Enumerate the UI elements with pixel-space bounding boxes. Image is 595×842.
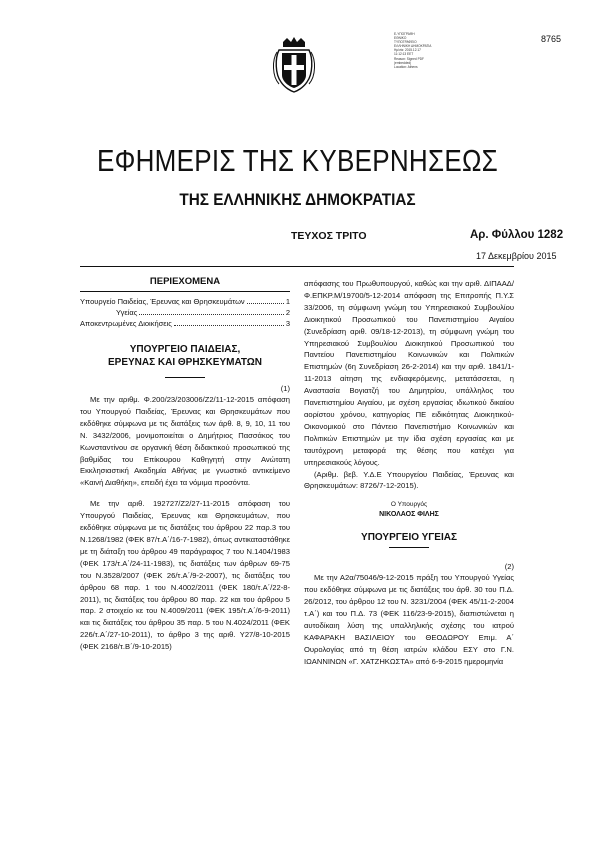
stamp-line: Reason: Signed PDF — [394, 56, 424, 61]
ministry-heading: ΥΠΟΥΡΓΕΙΟ ΥΓΕΙΑΣ — [361, 532, 457, 544]
ministry-divider — [389, 547, 429, 548]
stamp-line: Ημ/νία: 2015.12.17 — [394, 48, 421, 53]
gazette-subtitle: ΤΗΣ ΕΛΛΗΝΙΚΗΣ ΔΗΜΟΚΡΑΤΙΑΣ — [179, 190, 416, 209]
toc-item[interactable] — [80, 318, 290, 329]
ministry-heading-line: ΕΡΕΥΝΑΣ ΚΑΙ ΘΡΗΣΚΕΥΜΑΤΩΝ — [107, 357, 263, 368]
page-number: 8765 — [540, 34, 561, 44]
decision-paragraph-continued: απόφασης του Πρωθυπουργού, καθώς και την αριθ. ΔΙΠΑΑΔ/Φ.ΕΠΚΡ.Μ/19700/5-12-2014 απόφαση της Επιτροπής Π.Υ.Σ 33/2006, τη σύμφωνη γνώμη του Υπηρεσιακού Συμβουλίου Διοικητικού Προσωπικού του Πανεπιστημίου Αιγαίου (Συνεδρίαση αριθ. 09/18-12-2013), τη σύμφωνη γνώμη του Υπηρεσιακού Συμβουλίου Διοικητικού Προσωπικού του Παντείου Πανεπιστημίου Κοινωνικών και Πολιτικών Επιστημών (6η Συνεδρίαση 26-2-2014) και την αριθ. 1841/1-11-2013 αίτηση της ενδιαφερόμενης, μετατάσσεται, η Αναστασία Βογιατζή του Δημητρίου, υπάλληλος του Πανεπιστημίου Αιγαίου, με σχέση εργασίας ιδιωτικού δικαίου αορίστου χρόνου, κατηγορίας ΠΕ ειδικότητας Διοικητικού-Οικονομικού στο Πάντειο Πανεπιστήμιο Κοινωνικών και Πολιτικών Επιστημών με την ίδια σχέση εργασίας και με ταυτόχρονη μεταφορά της θέσης που κατέχει για υπηρεσιακούς λόγους. — [304, 279, 514, 467]
stamp-line: Location: Athens — [394, 64, 418, 69]
decision-paragraph: Με την αριθ. 192727/Ζ2/27-11-2015 απόφαση του Υπουργού Παιδείας, Έρευνας και Θρησκευμάτων, που εκδόθηκε σύμφωνα με τις διατάξεις του άρθρου 22 παρ.3 του Ν.1268/1982 (ΦΕΚ 87/τ.Α΄/16-7-1982), όπως αντικαταστάθηκε με τη διάταξη του άρθρου 49 παράγραφος 7 του Ν.1404/1983 (ΦΕΚ 173/τ.Α΄/24-11-1983), τις διατάξεις των άρθρων 69-75 του Ν.3528/2007 (ΦΕΚ 26/τ.Α΄/9-2-2007), τις διατάξεις του άρθρου 68 παρ. 1 του Ν.4002/2011 (ΦΕΚ 180/τ.Α΄/22-8-2011), τις διατάξεις του άρθρου 80 παρ. 22 και του άρθρου 5 παρ. 2 στοιχείο κε του Ν.4009/2011 (ΦΕΚ 195/τ.Α΄/6-9-2011) και τις διατάξεις του άρθρου 35 παρ. 5 του Ν.4024/2011 (ΦΕΚ 226/τ.Α΄/27-10-2011), το άρθρο 3 της αριθ. Υ27/8-10-2015 (ΦΕΚ 2168/τ.Β΄/9-10-2015) — [80, 499, 290, 652]
item-number: (1) — [280, 384, 290, 393]
toc-item[interactable] — [80, 296, 290, 307]
sheet-number: Αρ. Φύλλου 1282 — [470, 229, 564, 241]
gazette-title: ΕΦΗΜΕΡΙΣ ΤΗΣ ΚΥΒΕΡΝΗΣΕΩΣ — [96, 143, 499, 178]
toc-leader — [139, 307, 283, 315]
issue-label: ΤΕΥΧΟΣ ΤΡΙΤΟ — [291, 230, 367, 242]
stamp-line: ΤΥΠΟΓΡΑΦΕΙΟ — [394, 40, 417, 45]
header-divider — [80, 266, 514, 267]
digital-signature-stamp — [394, 32, 474, 69]
toc-item-page: 1 — [285, 297, 290, 306]
toc-item-label: Υπουργείο Παιδείας, Έρευνας και Θρησκευμάτων — [80, 297, 245, 306]
toc-item-label: Υγείας — [116, 308, 138, 317]
issue-date: 17 Δεκεμβρίου 2015 — [476, 251, 557, 261]
toc-item-label: Αποκεντρωμένες Διοικήσεις — [80, 319, 172, 328]
toc-leader — [247, 296, 284, 304]
toc-item-page: 2 — [285, 308, 290, 317]
stamp-line: (embedded) — [394, 60, 412, 65]
stamp-line: E-ΥΠΟΓΡΑΦΗ — [394, 32, 415, 36]
ministry-heading — [80, 343, 290, 369]
toc-leader — [174, 318, 284, 326]
ministry-heading-line: ΥΠΟΥΡΓΕΙΟ ΠΑΙΔΕΙΑΣ, — [129, 344, 241, 355]
decision-paragraph: Με την αριθμ. Φ.200/23/203006/Ζ2/11-12-2015 απόφαση του Υπουργού Παιδείας, Έρευνας και Θρησκευμάτων που εκδόθηκε σύμφωνα με τις διατάξεις των άρθ. 8, 9, 10, 11 του Ν. 3432/2006, μονιμοποιείται ο Δημήτριος Πασσάκος του Κωνσταντίνου σε οργανική θέση διδακτικού προσωπικού της βαθμίδας του Επίκουρου Καθηγητή στην Ανώτατη Εκκλησιαστική Ακαδημία Αθήνας με γνωστικό αντικείμενο «Καινή Διαθήκη», επειδή έχει τα νόμιμα προσόντα. — [80, 395, 290, 488]
signatory-role: Ο Υπουργός — [390, 501, 428, 509]
toc-title: ΠΕΡΙΕΧΟΜΕΝΑ — [149, 276, 221, 287]
greek-coat-of-arms-icon — [269, 34, 319, 96]
reference-note: (Αριθμ. βεβ. Υ.Δ.Ε Υπουργείου Παιδείας, Έρευνας και Θρησκευμάτων: 8726/7-12-2015). — [304, 469, 514, 491]
stamp-line: ΕΘΝΙΚΟ — [394, 36, 407, 41]
stamp-line: ΕΛΛΗΝΙΚΗ ΔΗΜΟΚΡΑΤΙΑ — [394, 44, 432, 49]
toc-item-page: 3 — [285, 319, 290, 328]
signatory-name: ΝΙΚΟΛΑΟΣ ΦΙΛΗΣ — [379, 511, 439, 519]
right-column — [304, 278, 514, 668]
toc-item[interactable] — [80, 307, 290, 318]
stamp-line: 11:12:13 EET — [394, 52, 414, 57]
decision-paragraph: Με την Α2α/75046/9-12-2015 πράξη του Υπουργού Υγείας που εκδόθηκε σύμφωνα με τις διατάξεις του άρθ. 30 του Π.Δ. 26/2012, του άρθρου 12 του Ν. 3231/2004 (ΦΕΚ 45/11-2-2004 τ.Α΄) και του Π.Δ. 73 (ΦΕΚ 116/23-9-2015), διαπιστώνεται η αυτοδίκαιη λύση της υπαλληλικής σχέσης του ιατρού ΚΑΦΑΡΑΚΗ ΒΑΣΙΛΕΙΟΥ του ΘΕΟΔΩΡΟΥ Επιμ. Α΄ Ουρολογίας από τη θέση ιατρών κλάδου ΕΣΥ στο Γ.Ν. ΙΩΑΝΝΙΝΩΝ «Γ. ΧΑΤΖΗΚΩΣΤΑ» από 6-9-2015 ημερομηνία — [304, 573, 514, 666]
left-column — [80, 276, 290, 653]
toc-divider — [80, 291, 290, 292]
ministry-divider — [165, 377, 205, 378]
item-number: (2) — [504, 562, 514, 572]
